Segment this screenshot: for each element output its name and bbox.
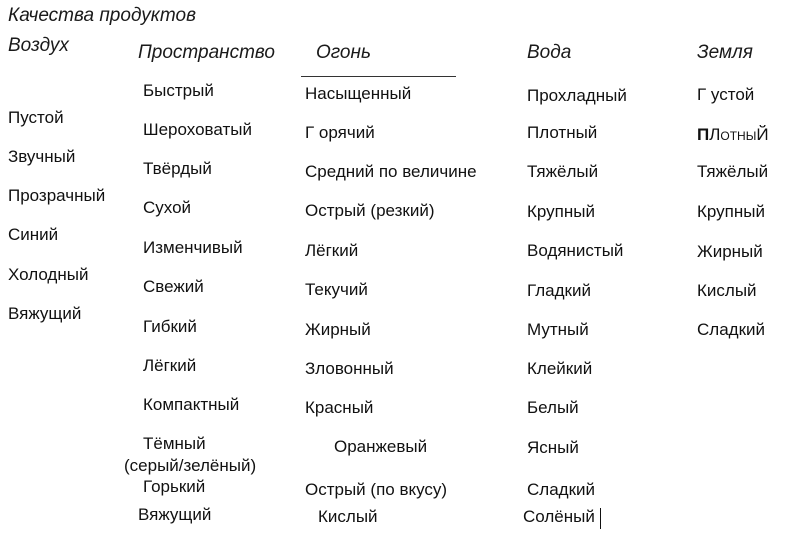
fire-item: Жирный (305, 320, 371, 339)
space-item: (серый/зелёный) (124, 456, 257, 475)
earth-dense-l: Л (709, 125, 721, 144)
fire-item: Острый (резкий) (305, 201, 435, 220)
fire-item: Красный (305, 398, 374, 417)
earth-item: Крупный (697, 202, 765, 221)
fire-item: Текучий (305, 280, 368, 299)
space-item: Сухой (143, 198, 192, 217)
space-item: Лёгкий (143, 356, 197, 375)
air-item: Прозрачный (8, 186, 106, 205)
water-item: Солёный (523, 507, 595, 526)
earth-dense-otny: ОТНЫ (720, 129, 757, 143)
air-item: Пустой (8, 108, 64, 127)
earth-dense-y: Й (756, 125, 769, 144)
water-item: Плотный (527, 123, 598, 142)
header-fire: Огонь (316, 42, 371, 63)
space-item: Компактный (143, 395, 240, 414)
water-item: Тяжёлый (527, 162, 599, 181)
water-item: Сладкий (527, 480, 595, 499)
header-air: Воздух (8, 35, 69, 56)
water-item: Мутный (527, 320, 589, 339)
space-item: Гибкий (143, 317, 197, 336)
air-item: Звучный (8, 147, 76, 166)
fire-item: Острый (по вкусу) (305, 480, 448, 499)
document-title: Качества продуктов (8, 5, 197, 26)
text-cursor (600, 508, 601, 529)
water-item: Гладкий (527, 281, 591, 300)
earth-item: Тяжёлый (697, 162, 769, 181)
space-item: Свежий (143, 277, 204, 296)
water-item: Ясный (527, 438, 579, 457)
earth-item-dense (697, 125, 769, 146)
fire-item: Зловонный (305, 359, 394, 378)
header-water: Вода (527, 42, 572, 63)
water-item: Крупный (527, 202, 595, 221)
earth-item: Сладкий (697, 320, 765, 339)
space-item: Быстрый (143, 81, 214, 100)
header-earth: Земля (697, 42, 753, 63)
header-space: Пространство (138, 42, 275, 63)
air-item: Холодный (8, 265, 89, 284)
water-item: Клейкий (527, 359, 593, 378)
fire-item: Средний по величине (305, 162, 477, 181)
space-item: Шероховатый (143, 120, 252, 139)
fire-item: Оранжевый (334, 437, 428, 456)
fire-item: Кислый (318, 507, 378, 526)
water-item: Водянистый (527, 241, 624, 260)
header-underline (301, 76, 456, 77)
space-item: Вяжущий (138, 505, 212, 524)
space-item: Горький (143, 477, 206, 496)
air-item: Синий (8, 225, 59, 244)
fire-item: Насыщенный (305, 84, 412, 103)
earth-item: Кислый (697, 281, 757, 300)
space-item: Изменчивый (143, 238, 243, 257)
water-item: Белый (527, 398, 579, 417)
fire-item: Г орячий (305, 123, 375, 142)
space-item: Тёмный (143, 434, 206, 453)
fire-item: Лёгкий (305, 241, 359, 260)
earth-item: Г устой (697, 85, 755, 104)
space-item: Твёрдый (143, 159, 212, 178)
air-item: Вяжущий (8, 304, 82, 323)
water-item: Прохладный (527, 86, 627, 105)
earth-item: Жирный (697, 242, 763, 261)
earth-dense-p: П (697, 125, 710, 144)
